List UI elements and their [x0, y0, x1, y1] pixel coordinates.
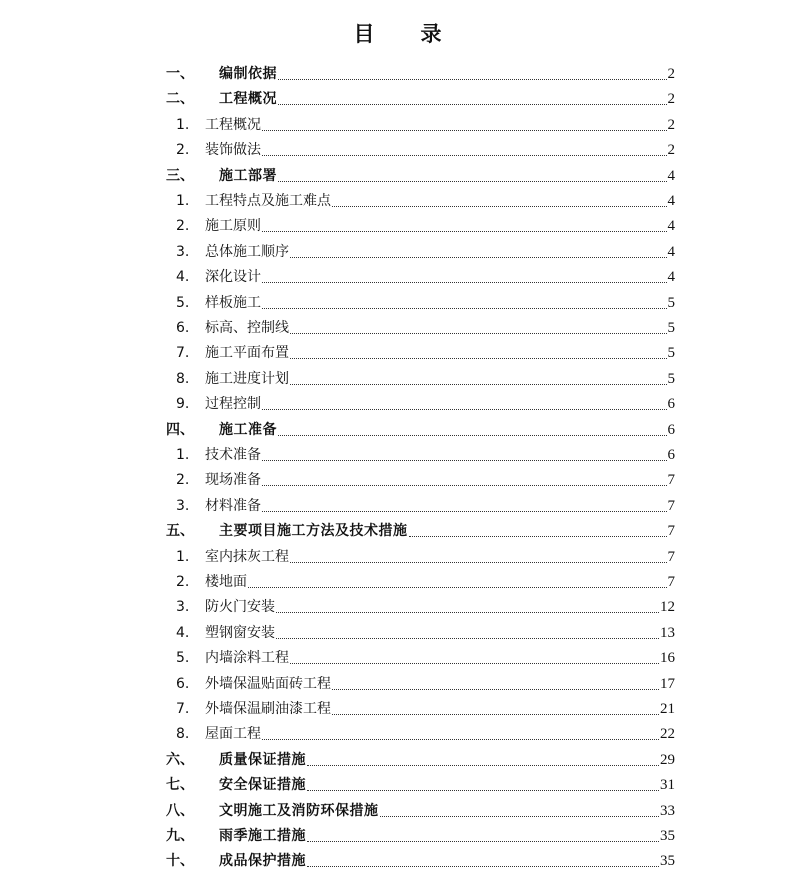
toc-entry-page-number: 17: [660, 675, 675, 692]
toc-entry-label: 总体施工顺序: [205, 243, 289, 260]
toc-entry-page-number: 13: [660, 624, 675, 641]
toc-entry-page-number: 7: [667, 472, 675, 489]
toc-entry-number: 2.: [176, 218, 190, 235]
toc-entry-number: 十、: [166, 853, 194, 870]
dot-leader: [290, 562, 667, 563]
toc-entry[interactable]: [0, 595, 795, 620]
toc-entry-label: 文明施工及消防环保措施: [219, 802, 379, 819]
toc-entry-page-number: 4: [667, 167, 675, 184]
toc-entry-line: [219, 164, 675, 189]
toc-entry-page-number: 2: [667, 116, 675, 133]
toc-entry[interactable]: [0, 748, 795, 773]
toc-entry-number: 1.: [176, 116, 190, 133]
toc-entry-line: [205, 189, 675, 214]
toc-entry-label: 标高、控制线: [205, 320, 289, 336]
toc-entry-number: 8.: [176, 370, 190, 387]
toc-entry[interactable]: [0, 138, 795, 163]
toc-entry-page-number: 2: [667, 91, 675, 108]
toc-entry-number: 3.: [176, 599, 190, 616]
dot-leader: [276, 612, 659, 613]
toc-entry-page-number: 7: [667, 548, 675, 565]
toc-entry-line: [205, 545, 675, 570]
dot-leader: [290, 663, 659, 664]
toc-title: [0, 18, 795, 48]
toc-entry[interactable]: [0, 697, 795, 722]
toc-entry-number: 4.: [176, 269, 190, 286]
toc-entry-number: 1.: [176, 548, 190, 565]
toc-entry-label: 主要项目施工方法及技术措施: [219, 523, 408, 540]
toc-entry-label: 工程概况: [205, 116, 261, 133]
dot-leader: [262, 485, 667, 486]
toc-entry-page-number: 2: [667, 142, 675, 159]
toc-entry-line: [205, 570, 675, 595]
toc-entry-page-number: 7: [667, 523, 675, 540]
toc-entry-number: 1.: [176, 193, 190, 209]
toc-entry-label: 施工进度计划: [205, 370, 289, 387]
dot-leader: [380, 816, 660, 817]
toc-entry-label: 内墙涂料工程: [205, 650, 289, 667]
toc-entry-label: 雨季施工措施: [219, 828, 306, 844]
toc-entry-line: [205, 468, 675, 493]
toc-entry-line: [205, 291, 675, 316]
toc-entry-number: 4.: [176, 624, 190, 641]
dot-leader: [332, 689, 659, 690]
toc-entry-page-number: 16: [660, 650, 675, 667]
toc-entry-label: 技术准备: [205, 447, 261, 463]
dot-leader: [290, 257, 667, 258]
toc-entry-line: [205, 621, 675, 646]
toc-entry-page-number: 4: [667, 243, 675, 260]
toc-entry-label: 施工平面布置: [205, 345, 289, 362]
dot-leader: [262, 155, 667, 156]
toc-entry-line: [205, 265, 675, 290]
dot-leader: [332, 714, 659, 715]
dot-leader: [278, 104, 667, 105]
toc-entry-line: [205, 646, 675, 671]
toc-entry-label: 材料准备: [205, 497, 261, 514]
toc-entry-label: 编制依据: [219, 66, 277, 82]
toc-entry-label: 施工原则: [205, 218, 261, 235]
dot-leader: [248, 587, 667, 588]
toc-entry-number: 7.: [176, 345, 190, 362]
toc-entry[interactable]: [0, 799, 795, 824]
dot-leader: [262, 282, 667, 283]
toc-entry-label: 室内抹灰工程: [205, 548, 289, 565]
dot-leader: [278, 435, 667, 436]
toc-entry-line: [205, 494, 675, 519]
toc-entry-line: [219, 62, 675, 87]
toc-entry-line: [205, 367, 675, 392]
toc-entry-line: [219, 773, 675, 798]
toc-entry-number: 六、: [166, 751, 194, 768]
toc-entry-number: 2.: [176, 574, 190, 590]
toc-entry[interactable]: [0, 214, 795, 239]
toc-entry[interactable]: [0, 392, 795, 417]
toc-entry[interactable]: [0, 113, 795, 138]
toc-entry[interactable]: [0, 316, 795, 341]
toc-entry-line: [205, 113, 675, 138]
toc-entry-number: 三、: [166, 167, 194, 184]
toc-entry[interactable]: [0, 621, 795, 646]
toc-title-char-2: 录: [420, 22, 442, 46]
dot-leader: [262, 409, 667, 410]
toc-entry-page-number: 5: [667, 370, 675, 387]
toc-entry-page-number: 7: [667, 497, 675, 514]
toc-entry-page-number: 31: [660, 777, 675, 794]
toc-entry-number: 7.: [176, 701, 190, 717]
toc-entry-label: 样板施工: [205, 294, 261, 311]
toc-entry[interactable]: [0, 494, 795, 519]
toc-entry-line: [219, 418, 675, 443]
toc-entry-label: 塑钢窗安装: [205, 624, 275, 641]
toc-entry[interactable]: [0, 849, 795, 874]
toc-entry-label: 过程控制: [205, 396, 261, 413]
toc-entry[interactable]: [0, 519, 795, 544]
toc-entry[interactable]: [0, 443, 795, 468]
toc-entry-number: 2.: [176, 472, 190, 489]
toc-entry[interactable]: [0, 189, 795, 214]
toc-entry[interactable]: [0, 341, 795, 366]
dot-leader: [262, 739, 659, 740]
toc-entry-label: 工程概况: [219, 91, 277, 108]
dot-leader: [307, 866, 659, 867]
toc-entry-line: [205, 138, 675, 163]
toc-entry-page-number: 7: [667, 574, 675, 590]
toc-entry-page-number: 4: [667, 269, 675, 286]
toc-entry[interactable]: [0, 468, 795, 493]
toc-entry-number: 九、: [166, 828, 194, 844]
toc-entry-label: 安全保证措施: [219, 777, 306, 794]
toc-entry-number: 5.: [176, 294, 190, 311]
toc-entry-line: [205, 595, 675, 620]
toc-entry-number: 3.: [176, 243, 190, 260]
toc-entry-number: 5.: [176, 650, 190, 667]
toc-entry-page-number: 5: [667, 345, 675, 362]
dot-leader: [262, 308, 667, 309]
dot-leader: [276, 638, 659, 639]
toc-entry-page-number: 22: [660, 726, 675, 743]
toc-entry-line: [205, 443, 675, 468]
toc-entry-line: [219, 824, 675, 849]
toc-entry[interactable]: [0, 265, 795, 290]
toc-entry[interactable]: [0, 722, 795, 747]
toc-entry-number: 八、: [166, 802, 194, 819]
toc-entry-line: [205, 214, 675, 239]
toc-entry[interactable]: [0, 418, 795, 443]
toc-entry[interactable]: [0, 545, 795, 570]
dot-leader: [290, 358, 667, 359]
toc-entry-page-number: 33: [660, 802, 675, 819]
toc-entry[interactable]: [0, 672, 795, 697]
toc-entry-line: [205, 316, 675, 341]
toc-entry-label: 质量保证措施: [219, 751, 306, 768]
toc-entry-line: [219, 748, 675, 773]
toc-entry-page-number: 4: [667, 218, 675, 235]
toc-entry-page-number: 6: [667, 447, 675, 463]
toc-entry[interactable]: [0, 62, 795, 87]
toc-entry-page-number: 12: [660, 599, 675, 616]
toc-entry-label: 装饰做法: [205, 142, 261, 159]
toc-entry-line: [205, 697, 675, 722]
toc-entry-number: 8.: [176, 726, 190, 743]
toc-entry-number: 五、: [166, 523, 194, 540]
toc-entry-number: 1.: [176, 447, 190, 463]
toc-entry-label: 施工部署: [219, 167, 277, 184]
dot-leader: [278, 181, 667, 182]
toc-entry[interactable]: [0, 240, 795, 265]
toc-title-char-1: 目: [353, 22, 375, 46]
toc-entry-page-number: 29: [660, 751, 675, 768]
toc-entry-page-number: 35: [660, 828, 675, 844]
toc-entry-line: [205, 672, 675, 697]
toc-entry-line: [219, 519, 675, 544]
toc-entry-label: 施工准备: [219, 421, 277, 438]
toc-entry[interactable]: [0, 570, 795, 595]
toc-entry-page-number: 21: [660, 701, 675, 717]
toc-entry[interactable]: [0, 291, 795, 316]
toc-entry-label: 防火门安装: [205, 599, 275, 616]
toc-entry-number: 3.: [176, 497, 190, 514]
toc-entry-page-number: 35: [660, 853, 675, 870]
toc-entry-number: 一、: [166, 66, 194, 82]
dot-leader: [332, 206, 667, 207]
toc-entry-label: 外墙保温贴面砖工程: [205, 675, 331, 692]
toc-entry[interactable]: [0, 824, 795, 849]
toc-entry-label: 工程特点及施工难点: [205, 193, 331, 209]
dot-leader: [307, 790, 659, 791]
toc-entry-page-number: 4: [667, 193, 675, 209]
toc-entry-line: [205, 722, 675, 747]
toc-entry-page-number: 5: [667, 294, 675, 311]
toc-entry-number: 9.: [176, 396, 190, 413]
dot-leader: [262, 231, 667, 232]
toc-entry-label: 楼地面: [205, 574, 247, 590]
toc-entry-line: [205, 341, 675, 366]
toc-entry-page-number: 2: [667, 66, 675, 82]
toc-entry-label: 深化设计: [205, 269, 261, 286]
toc-entry-number: 七、: [166, 777, 194, 794]
toc-entry-line: [219, 849, 675, 874]
toc-entry-number: 6.: [176, 675, 190, 692]
toc-entry[interactable]: [0, 164, 795, 189]
dot-leader: [262, 130, 667, 131]
toc-entry[interactable]: [0, 87, 795, 112]
dot-leader: [262, 511, 667, 512]
toc-entry-label: 外墙保温刷油漆工程: [205, 701, 331, 717]
toc-entry-label: 现场准备: [205, 472, 261, 489]
toc-entry-number: 二、: [166, 91, 194, 108]
dot-leader: [278, 79, 667, 80]
dot-leader: [290, 333, 667, 334]
toc-entry-line: [219, 87, 675, 112]
dot-leader: [307, 841, 659, 842]
toc-entry-page-number: 5: [667, 320, 675, 336]
dot-leader: [409, 536, 667, 537]
toc-entry[interactable]: [0, 646, 795, 671]
dot-leader: [290, 384, 667, 385]
toc-entry-number: 2.: [176, 142, 190, 159]
toc-entry-line: [205, 240, 675, 265]
dot-leader: [262, 460, 667, 461]
toc-entry-number: 6.: [176, 320, 190, 336]
toc-entry[interactable]: [0, 773, 795, 798]
toc-entry-number: 四、: [166, 421, 194, 438]
toc-entry-page-number: 6: [667, 396, 675, 413]
toc-entry-line: [219, 799, 675, 824]
dot-leader: [307, 765, 659, 766]
toc-entry-label: 屋面工程: [205, 726, 261, 743]
toc-entry[interactable]: [0, 367, 795, 392]
toc-entry-label: 成品保护措施: [219, 853, 306, 870]
toc-entry-line: [205, 392, 675, 417]
toc-entry-page-number: 6: [667, 421, 675, 438]
